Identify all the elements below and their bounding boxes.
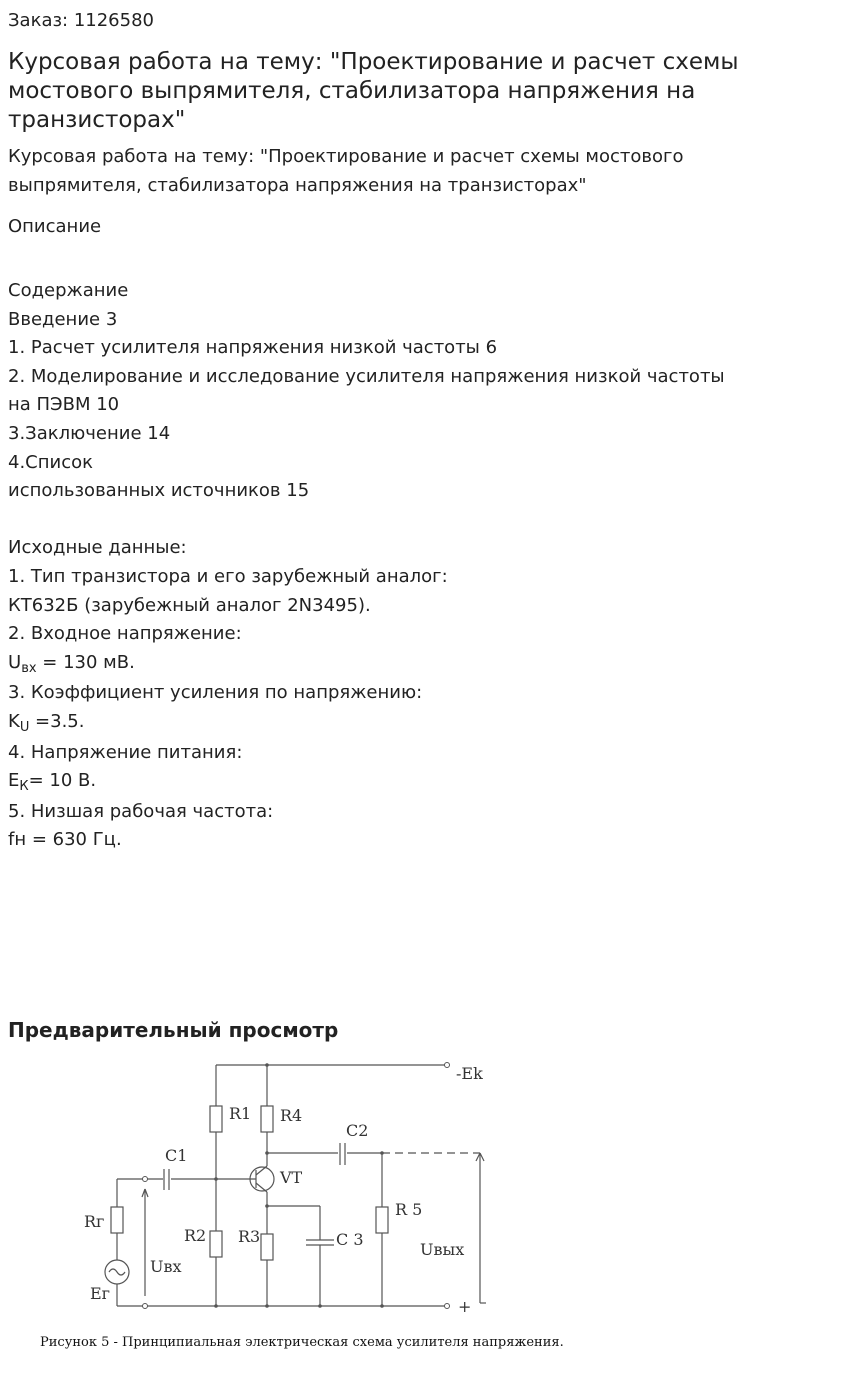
initial-data-item: 4. Напряжение питания: [8, 741, 243, 763]
label-c2: C2 [346, 1121, 369, 1140]
terminal-ground-left [143, 1304, 148, 1309]
terminal-ground-right [445, 1304, 450, 1309]
page-title: Курсовая работа на тему: "Проектирование и расчет схемы мостового выпрямителя, стабилизатора напряжения на транзисторах" [8, 49, 739, 133]
label-plus: + [458, 1297, 472, 1316]
initial-data-item: 2. Входное напряжение: [8, 623, 242, 645]
label-uin: Uвх [150, 1257, 182, 1276]
contents-line: 3.Заключение 14 [8, 422, 171, 444]
symbol: U [8, 651, 22, 673]
blank-line [8, 506, 808, 535]
initial-data-value [8, 649, 808, 680]
label-c3: C 3 [336, 1230, 364, 1249]
value-text: =3.5. [29, 710, 85, 732]
symbol-subscript: вх [21, 660, 37, 676]
r3-resistor [261, 1234, 273, 1260]
junction-dot [265, 1063, 269, 1067]
initial-data-item: 3. Коэффициент усиления по напряжению: [8, 682, 423, 704]
junction-dot [318, 1304, 322, 1308]
initial-data-value: КТ632Б (зарубежный аналог 2N3495). [8, 594, 371, 616]
junction-dot [265, 1151, 269, 1155]
r2-resistor [210, 1231, 222, 1257]
contents-line: 4.Список [8, 451, 93, 473]
initial-data-heading: Исходные данные: [8, 537, 187, 559]
page-subtitle: Курсовая работа на тему: "Проектирование и расчет схемы мостового выпрямителя, стабилизатора напряжения на транзисторах" [8, 146, 684, 196]
symbol-subscript: К [19, 779, 29, 795]
label-r5: R 5 [395, 1200, 423, 1219]
label-r1: R1 [229, 1104, 252, 1123]
contents-line: использованных источников 15 [8, 480, 310, 502]
junction-dot [214, 1304, 218, 1308]
junction-dot [265, 1204, 269, 1208]
contents-line: 1. Расчет усилителя напряжения низкой частоты 6 [8, 337, 498, 359]
label-r2: R2 [184, 1226, 207, 1245]
junction-dot [214, 1177, 218, 1181]
r4-resistor [261, 1106, 273, 1132]
label-rg: Rг [84, 1212, 105, 1231]
eg-sine-icon [109, 1269, 125, 1275]
contents-heading: Содержание [8, 280, 129, 301]
label-eg: Eг [90, 1284, 111, 1303]
preview-heading: Предварительный просмотр [8, 1018, 339, 1042]
junction-dot [380, 1304, 384, 1308]
initial-data-value [8, 767, 808, 798]
label-vt: VT [280, 1168, 303, 1187]
rg-resistor [111, 1207, 123, 1233]
symbol-subscript: U [19, 719, 30, 735]
initial-data-value: fн = 630 Гц. [8, 829, 122, 851]
junction-dot [380, 1151, 384, 1155]
initial-data-item: 5. Низшая рабочая частота: [8, 800, 274, 822]
symbol: K [8, 710, 20, 732]
r5-resistor [376, 1207, 388, 1233]
amplifier-schematic [0, 1050, 560, 1330]
order-number: Заказ: 1126580 [8, 10, 154, 31]
label-r3: R3 [238, 1227, 261, 1246]
contents-line: Введение 3 [8, 308, 118, 330]
label-c1: C1 [165, 1146, 188, 1165]
symbol: E [8, 770, 20, 792]
figure-caption: Рисунок 5 - Принципиальная электрическая схема усилителя напряжения. [40, 1335, 564, 1350]
initial-data-item: 1. Тип транзистора и его зарубежный аналог: [8, 565, 448, 587]
junction-dot [265, 1304, 269, 1308]
description-body [8, 277, 808, 855]
label-uout: Uвых [420, 1240, 465, 1259]
label-ek: -Ek [456, 1064, 483, 1083]
r1-resistor [210, 1106, 222, 1132]
value-text: = 130 мВ. [36, 651, 135, 673]
value-text: = 10 В. [28, 770, 97, 792]
contents-line: на ПЭВМ 10 [8, 394, 120, 416]
description-label: Описание [8, 216, 102, 237]
terminal-input [143, 1177, 148, 1182]
initial-data-value [8, 708, 808, 739]
contents-line: 2. Моделирование и исследование усилителя напряжения низкой частоты [8, 365, 725, 387]
label-r4: R4 [280, 1106, 303, 1125]
terminal-ek [445, 1063, 450, 1068]
